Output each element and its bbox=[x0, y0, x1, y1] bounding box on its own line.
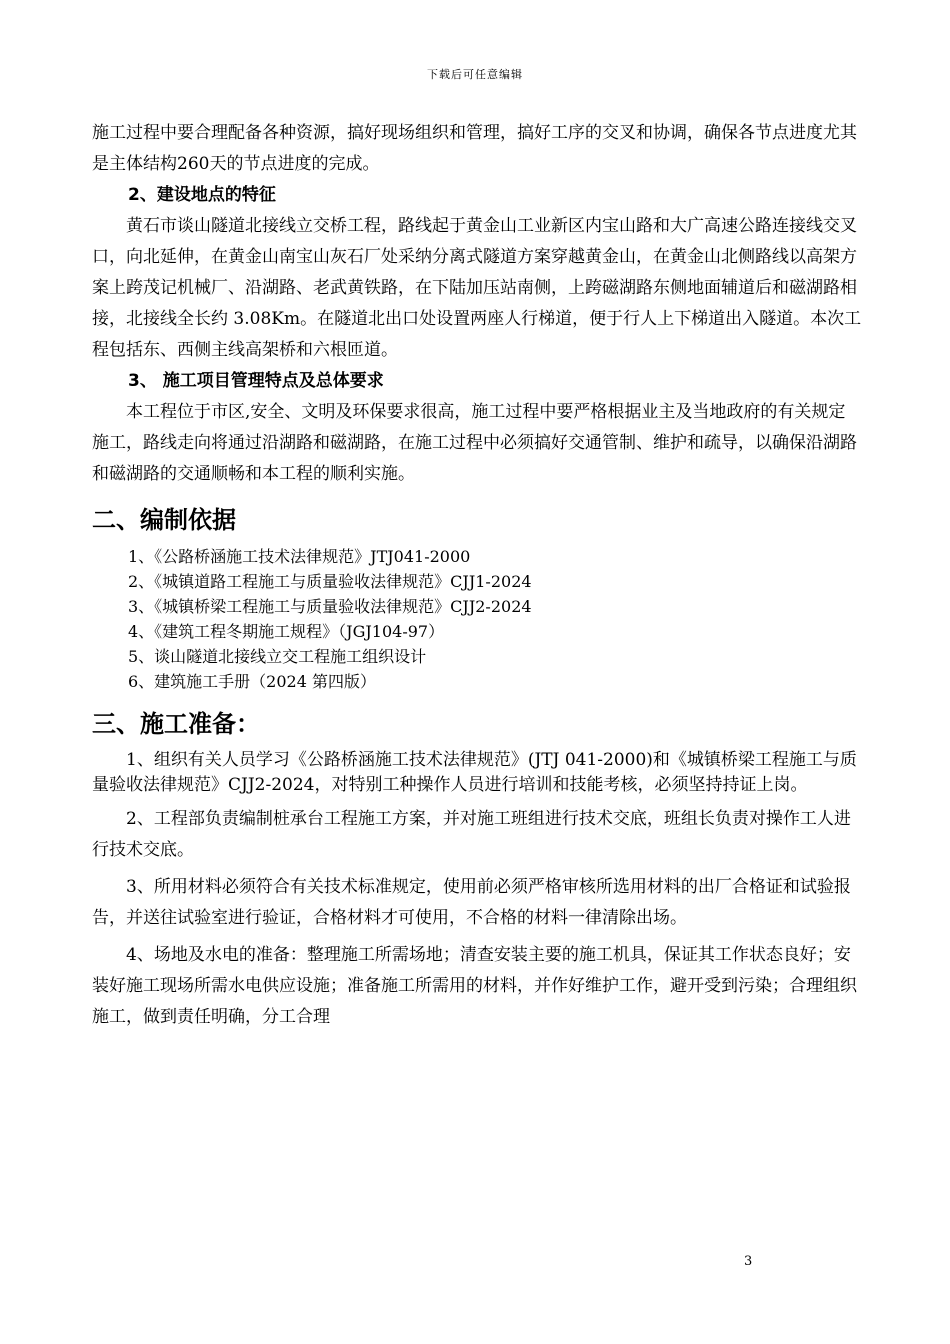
section-3-paragraph: 本工程位于市区,安全、文明及环保要求很高，施工过程中要严格根据业主及当地政府的有关规定施工，路线走向将通过沿湖路和磁湖路，在施工过程中必须搞好交通管制、维护和疏导，以确保沿湖路和磁湖路的交通顺畅和本工程的顺利实施。 bbox=[92, 402, 857, 484]
basis-item: 2、《城镇道路工程施工与质量验收法律规范》CJJ1-2024 bbox=[128, 572, 532, 591]
section-3-title: 3、 施工项目管理特点及总体要求 bbox=[128, 371, 384, 391]
prep-item-4: 4、场地及水电的准备：整理施工所需场地；清查安装主要的施工机具，保证其工作状态良好；安装好施工现场所需水电供应设施；准备施工所需用的材料，并作好维护工作，避开受到污染；合理组织施工，做到责任明确，分工合理 bbox=[92, 945, 857, 1027]
basis-item: 5、谈山隧道北接线立交工程施工组织设计 bbox=[128, 647, 427, 666]
intro-paragraph: 施工过程中要合理配备各种资源，搞好现场组织和管理，搞好工序的交叉和协调，确保各节点进度尤其是主体结构260天的节点进度的完成。 bbox=[92, 123, 857, 174]
basis-list bbox=[128, 544, 862, 694]
prep-item-1: 1、组织有关人员学习《公路桥涵施工技术法律规范》(JTJ 041-2000)和《城镇桥梁工程施工与质量验收法律规范》CJJ2-2024，对特别工种操作人员进行培训和技能考核，必须坚持持证上岗。 bbox=[92, 750, 857, 795]
prep-heading: 三、施工准备： bbox=[92, 710, 260, 738]
basis-item: 4、《建筑工程冬期施工规程》（JGJ104-97） bbox=[128, 622, 445, 641]
section-2-title: 2、建设地点的特征 bbox=[128, 185, 276, 205]
basis-item: 3、《城镇桥梁工程施工与质量验收法律规范》CJJ2-2024 bbox=[128, 597, 532, 616]
basis-heading: 二、编制依据 bbox=[92, 506, 236, 534]
prep-item-3: 3、所用材料必须符合有关技术标准规定，使用前必须严格审核所选用材料的出厂合格证和试验报告，并送往试验室进行验证，合格材料才可使用，不合格的材料一律清除出场。 bbox=[92, 877, 851, 928]
page-number: 3 bbox=[744, 1254, 753, 1269]
basis-item: 6、建筑施工手册（2024 第四版） bbox=[128, 672, 376, 691]
basis-item: 1、《公路桥涵施工技术法律规范》JTJ041-2000 bbox=[128, 547, 471, 566]
section-2-paragraph: 黄石市谈山隧道北接线立交桥工程，路线起于黄金山工业新区内宝山路和大广高速公路连接线交叉口，向北延伸，在黄金山南宝山灰石厂处采纳分离式隧道方案穿越黄金山，在黄金山北侧路线以高架方案上跨茂记机械厂、沿湖路、老武黄铁路，在下陆加压站南侧，上跨磁湖路东侧地面辅道后和磁湖路相接，北接线全长约 3.08Km。在隧道北出口处设置两座人行梯道，便于行人上下梯道出入隧道。本次工程包括东、西侧主线高架桥和六根匝道。 bbox=[92, 216, 862, 360]
page-header: 下载后可任意编辑 bbox=[427, 68, 523, 81]
document-body bbox=[92, 118, 862, 1033]
prep-item-2: 2、工程部负责编制桩承台工程施工方案，并对施工班组进行技术交底，班组长负责对操作工人进行技术交底。 bbox=[92, 809, 851, 860]
